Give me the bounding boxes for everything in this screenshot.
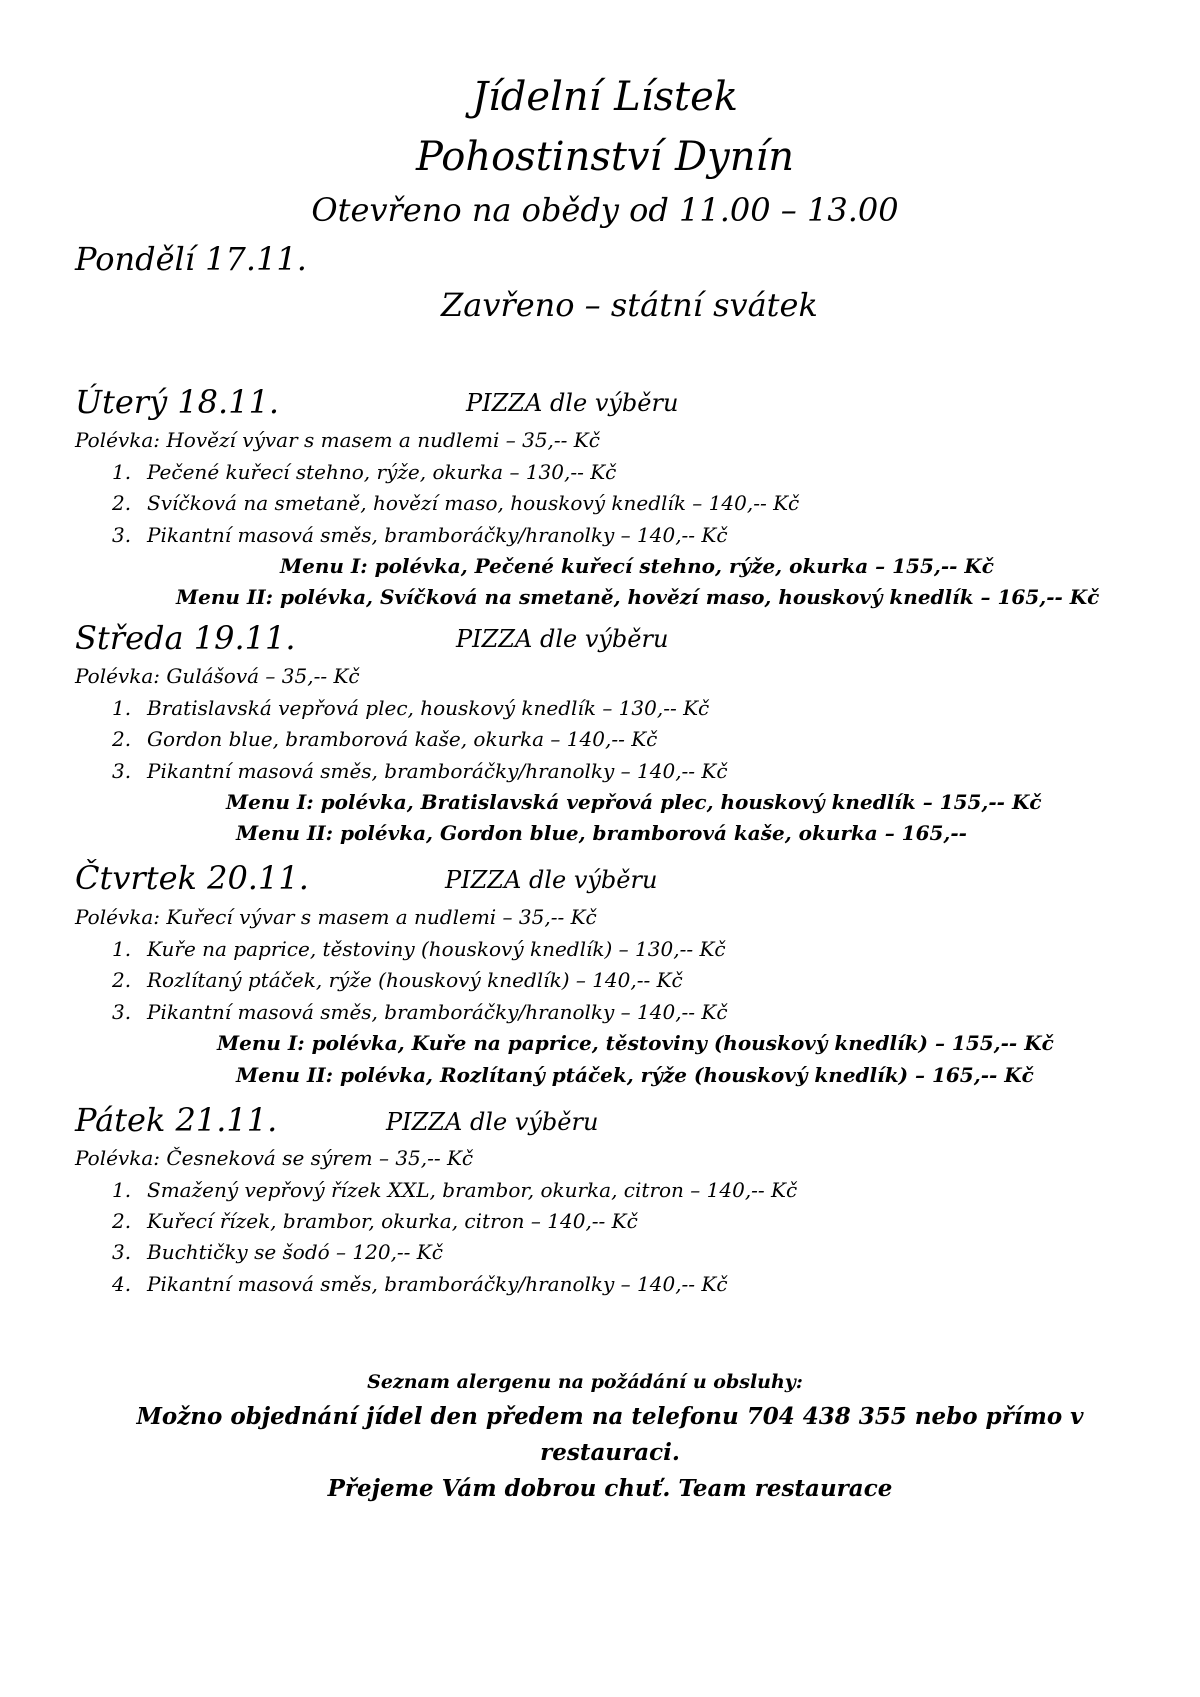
item-text: Kuřecí řízek, brambor, okurka, citron – 140,-- Kč — [147, 1209, 638, 1233]
item-number: 4. — [112, 1272, 132, 1296]
soup-line: Polévka: Hovězí vývar s masem a nudlemi – 35,-- Kč — [75, 428, 600, 452]
menu-title: Jídelní Lístek — [471, 74, 739, 120]
pizza-note: PIZZA dle výběru — [386, 1108, 599, 1136]
item-text: Pikantní masová směs, bramboráčky/hranolky – 140,-- Kč — [147, 1272, 728, 1296]
list-item — [0, 968, 1200, 996]
list-item — [0, 460, 1200, 488]
list-item — [0, 523, 1200, 551]
pizza-note: PIZZA dle výběru — [456, 625, 669, 653]
menu-combo-2: Menu II: polévka, Rozlítaný ptáček, rýže (houskový knedlík) – 165,-- Kč — [236, 1063, 1034, 1087]
soup-line: Polévka: Gulášová – 35,-- Kč — [75, 664, 360, 688]
closed-note: Zavřeno – státní svátek — [441, 286, 818, 324]
item-text: Kuře na paprice, těstoviny (houskový knedlík) – 130,-- Kč — [147, 937, 726, 961]
pizza-note: PIZZA dle výběru — [445, 866, 658, 894]
list-item — [0, 759, 1200, 787]
pizza-note: PIZZA dle výběru — [466, 389, 679, 417]
closing-wish: Přejeme Vám dobrou chuť. Team restaurace — [327, 1475, 893, 1502]
item-text: Rozlítaný ptáček, rýže (houskový knedlík) – 140,-- Kč — [147, 968, 683, 992]
item-number: 3. — [112, 1240, 132, 1264]
day-heading-monday: Pondělí 17.11. — [75, 240, 307, 278]
item-text: Bratislavská vepřová plec, houskový knedlík – 130,-- Kč — [147, 696, 710, 720]
item-number: 2. — [112, 968, 132, 992]
allergen-note: Seznam alergenu na požádání u obsluhy: — [367, 1371, 803, 1393]
item-number: 1. — [112, 696, 132, 720]
order-note-line2: restauraci. — [540, 1439, 680, 1466]
item-number: 1. — [112, 460, 132, 484]
item-number: 3. — [112, 759, 132, 783]
item-text: Pikantní masová směs, bramboráčky/hranolky – 140,-- Kč — [147, 759, 728, 783]
day-heading-tuesday: Úterý 18.11. — [75, 383, 280, 421]
list-item — [0, 1178, 1200, 1206]
order-note-line1: Možno objednání jídel den předem na telefonu 704 438 355 nebo přímo v — [136, 1403, 1084, 1430]
opening-hours: Otevřeno na obědy od 11.00 – 13.00 — [311, 191, 899, 229]
list-item — [0, 937, 1200, 965]
soup-line: Polévka: Kuřecí vývar s masem a nudlemi – 35,-- Kč — [75, 905, 597, 929]
item-number: 3. — [112, 1000, 132, 1024]
list-item — [0, 1240, 1200, 1268]
item-number: 2. — [112, 1209, 132, 1233]
list-item — [0, 696, 1200, 724]
item-text: Svíčková na smetaně, hovězí maso, houskový knedlík – 140,-- Kč — [147, 491, 800, 515]
list-item — [0, 1272, 1200, 1300]
day-heading-friday: Pátek 21.11. — [75, 1101, 278, 1139]
menu-combo-1: Menu I: polévka, Kuře na paprice, těstoviny (houskový knedlík) – 155,-- Kč — [217, 1031, 1054, 1055]
item-text: Pečené kuřecí stehno, rýže, okurka – 130,-- Kč — [147, 460, 617, 484]
item-number: 1. — [112, 1178, 132, 1202]
menu-combo-2: Menu II: polévka, Svíčková na smetaně, hovězí maso, houskový knedlík – 165,-- Kč — [176, 585, 1100, 609]
item-number: 3. — [112, 523, 132, 547]
menu-combo-1: Menu I: polévka, Pečené kuřecí stehno, rýže, okurka – 155,-- Kč — [280, 554, 994, 578]
list-item — [0, 1209, 1200, 1237]
menu-combo-2: Menu II: polévka, Gordon blue, bramborová kaše, okurka – 165,-- — [236, 821, 967, 845]
item-text: Pikantní masová směs, bramboráčky/hranolky – 140,-- Kč — [147, 1000, 728, 1024]
item-number: 2. — [112, 727, 132, 751]
item-text: Gordon blue, bramborová kaše, okurka – 140,-- Kč — [147, 727, 658, 751]
list-item — [0, 1000, 1200, 1028]
item-number: 1. — [112, 937, 132, 961]
menu-combo-1: Menu I: polévka, Bratislavská vepřová plec, houskový knedlík – 155,-- Kč — [226, 790, 1042, 814]
item-text: Smažený vepřový řízek XXL, brambor, okurka, citron – 140,-- Kč — [147, 1178, 798, 1202]
item-text: Pikantní masová směs, bramboráčky/hranolky – 140,-- Kč — [147, 523, 728, 547]
soup-line: Polévka: Česneková se sýrem – 35,-- Kč — [75, 1146, 474, 1170]
item-number: 2. — [112, 491, 132, 515]
list-item — [0, 727, 1200, 755]
day-heading-wednesday: Středa 19.11. — [75, 619, 296, 657]
item-text: Buchtičky se šodó – 120,-- Kč — [147, 1240, 443, 1264]
day-heading-thursday: Čtvrtek 20.11. — [75, 859, 309, 897]
venue-name: Pohostinství Dynín — [415, 134, 795, 180]
list-item — [0, 491, 1200, 519]
